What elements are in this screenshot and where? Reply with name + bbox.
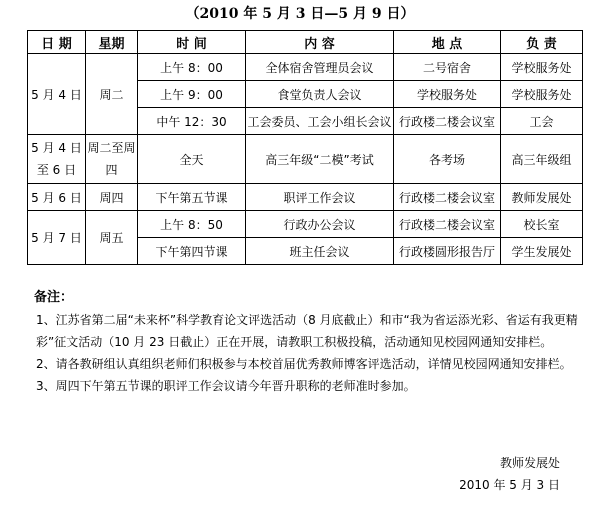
note-item: 2、请各教研组认真组织老师们积极参与本校首届优秀教师博客评选活动，详情见校园网通知安排栏。 (36, 357, 572, 371)
schedule-title: （2010 年 5 月 3 日—5 月 9 日） (185, 6, 415, 22)
weekday-cell: 周二 (86, 54, 138, 135)
table-row (28, 54, 583, 81)
signature-department: 教师发展处 (499, 456, 560, 470)
content-cell: 行政办公会议 (246, 211, 394, 238)
date-cell: 5 月 4 日 (28, 54, 86, 135)
time-cell: 下午第四节课 (138, 238, 246, 265)
weekday-cell: 周四 (86, 184, 138, 211)
owner-cell: 学生发展处 (501, 238, 583, 265)
content-cell: 全体宿舍管理员会议 (246, 54, 394, 81)
time-cell: 上午 8：00 (138, 54, 246, 81)
notes-heading: 备注： (34, 290, 74, 305)
header-content: 内 容 (246, 31, 394, 54)
place-cell: 行政楼二楼会议室 (394, 211, 501, 238)
place-cell: 行政楼二楼会议室 (394, 184, 501, 211)
date-cell: 5 月 4 日至 6 日 (28, 135, 86, 184)
content-cell: 班主任会议 (246, 238, 394, 265)
signature-block (459, 452, 560, 496)
time-cell: 全天 (138, 135, 246, 184)
owner-cell: 教师发展处 (501, 184, 583, 211)
content-cell: 职评工作会议 (246, 184, 394, 211)
signature-date: 2010 年 5 月 3 日 (459, 478, 560, 492)
content-cell: 高三年级“二模”考试 (246, 135, 394, 184)
table-row (28, 211, 583, 238)
table-row (28, 184, 583, 211)
owner-cell: 学校服务处 (501, 81, 583, 108)
owner-cell: 学校服务处 (501, 54, 583, 81)
owner-cell: 校长室 (501, 211, 583, 238)
owner-cell: 工会 (501, 108, 583, 135)
place-cell: 各考场 (394, 135, 501, 184)
owner-cell: 高三年级组 (501, 135, 583, 184)
place-cell: 学校服务处 (394, 81, 501, 108)
place-cell: 二号宿舍 (394, 54, 501, 81)
header-weekday: 星期 (86, 31, 138, 54)
time-cell: 中午 12：30 (138, 108, 246, 135)
weekday-cell: 周二至周四 (86, 135, 138, 184)
weekday-cell: 周五 (86, 211, 138, 265)
content-cell: 食堂负责人会议 (246, 81, 394, 108)
header-place: 地 点 (394, 31, 501, 54)
date-cell: 5 月 6 日 (28, 184, 86, 211)
time-cell: 上午 9：00 (138, 81, 246, 108)
header-owner: 负 责 (501, 31, 583, 54)
note-item: 3、周四下午第五节课的职评工作会议请今年晋升职称的老师准时参加。 (36, 379, 416, 393)
header-time: 时 间 (138, 31, 246, 54)
place-cell: 行政楼圆形报告厅 (394, 238, 501, 265)
note-item: 1、江苏省第二届“未来杯”科学教育论文评选活动（8 月底截止）和市“我为省运添光彩、省运有我更精彩”征文活动（10 月 23 日截止）正在开展，请教职工积极投稿，活动通知见校园网通知安排栏。 (36, 313, 578, 349)
time-cell: 下午第五节课 (138, 184, 246, 211)
table-row (28, 135, 583, 184)
place-cell: 行政楼二楼会议室 (394, 108, 501, 135)
content-cell: 工会委员、工会小组长会议 (246, 108, 394, 135)
date-cell: 5 月 7 日 (28, 211, 86, 265)
header-date: 日 期 (28, 31, 86, 54)
time-cell: 上午 8：50 (138, 211, 246, 238)
notes-section (36, 287, 584, 397)
schedule-table (27, 30, 583, 265)
table-header-row (28, 31, 583, 54)
